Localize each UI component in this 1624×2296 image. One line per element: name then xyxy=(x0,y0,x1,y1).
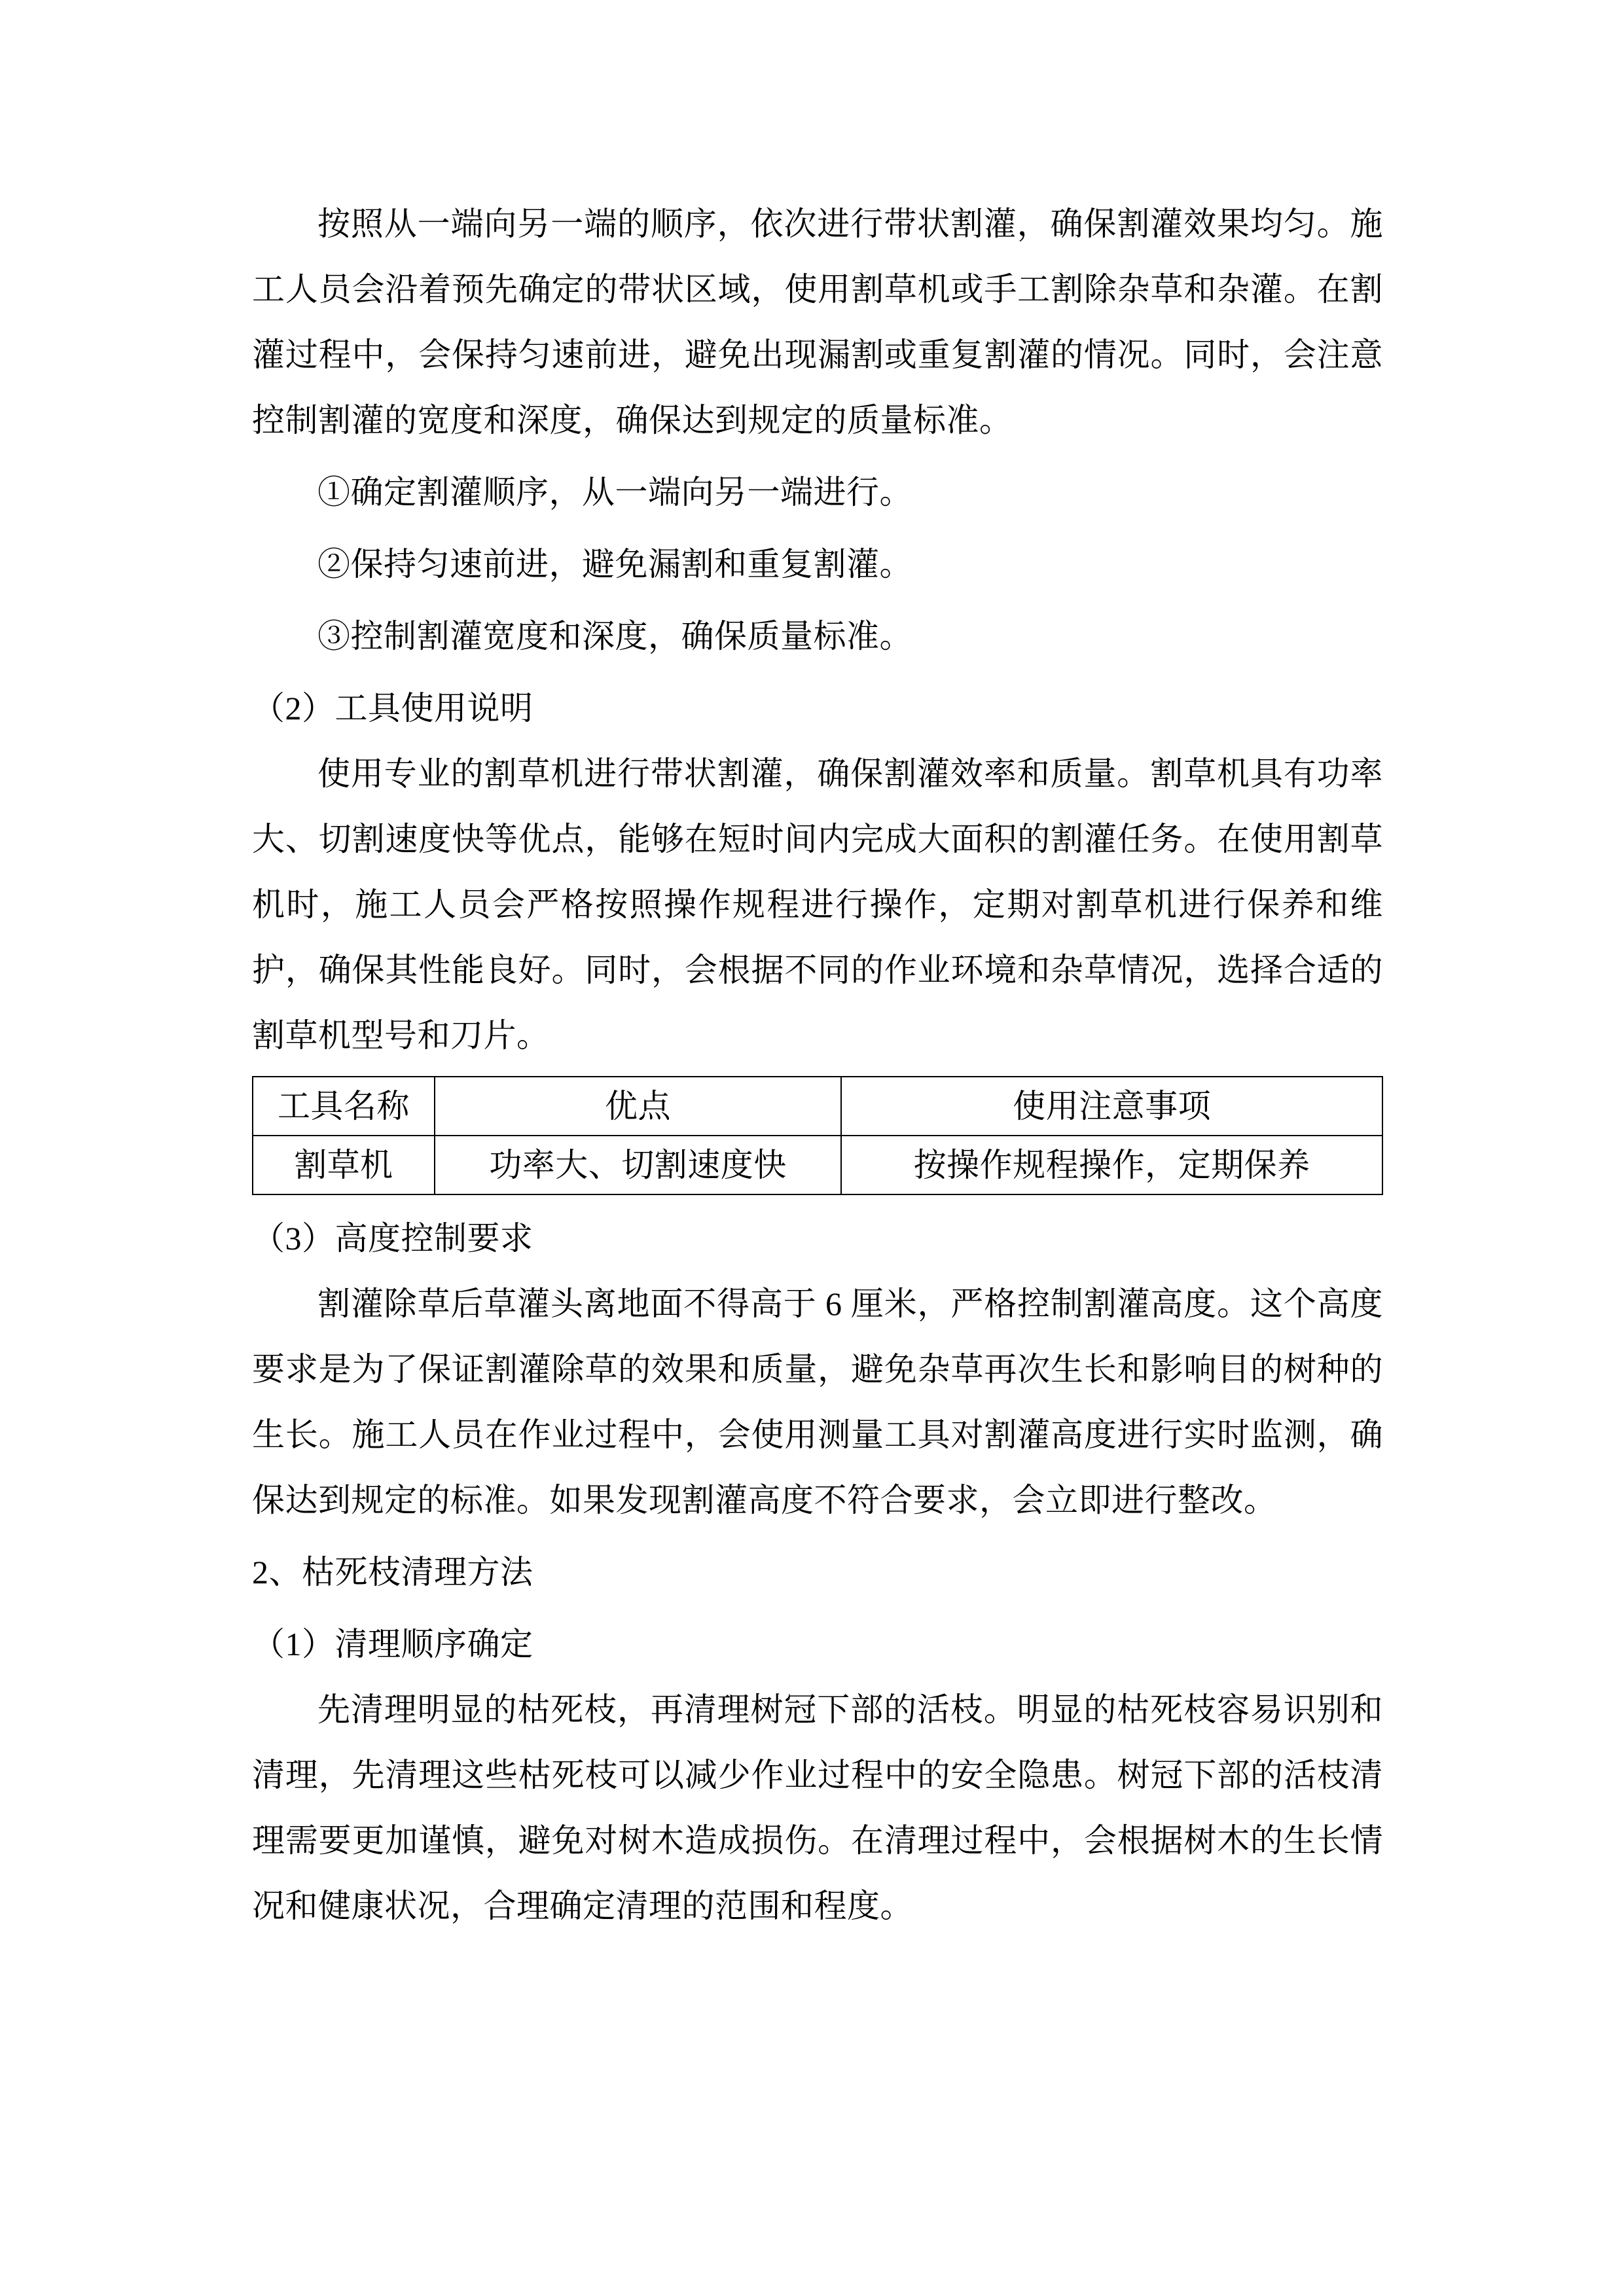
heading-deadwood-method: 2、枯死枝清理方法 xyxy=(252,1554,533,1590)
heading-height-control: （3）高度控制要求 xyxy=(252,1220,533,1257)
paragraph-strip-cutting: 按照从一端向另一端的顺序，依次进行带状割灌，确保割灌效果均匀。施工人员会沿着预先确定的带状区域，使用割草机或手工割除杂草和杂灌。在割灌过程中，会保持匀速前进，避免出现漏割或重复割灌的情况。同时，会注意控制割灌的宽度和深度，确保达到规定的质量标准。 xyxy=(252,206,1383,439)
list-item-2: ②保持匀速前进，避免漏割和重复割灌。 xyxy=(317,546,912,583)
table-cell-usage-notes: 按操作规程操作，定期保养 xyxy=(841,1136,1382,1194)
list-item-1: ①确定割灌顺序，从一端向另一端进行。 xyxy=(317,474,912,511)
table-cell-advantages: 功率大、切割速度快 xyxy=(435,1136,841,1194)
table-header-row xyxy=(253,1077,1382,1136)
tool-table xyxy=(252,1076,1383,1195)
heading-tool-usage: （2）工具使用说明 xyxy=(252,690,533,726)
table-cell-tool-name: 割草机 xyxy=(253,1136,435,1194)
heading-cleanup-order: （1）清理顺序确定 xyxy=(252,1626,533,1662)
paragraph-cleanup-order: 先清理明显的枯死枝，再清理树冠下部的活枝。明显的枯死枝容易识别和清理，先清理这些枯死枝可以减少作业过程中的安全隐患。树冠下部的活枝清理需要更加谨慎，避免对树木造成损伤。在清理过程中，会根据树木的生长情况和健康状况，合理确定清理的范围和程度。 xyxy=(252,1691,1383,1924)
paragraph-height-control: 割灌除草后草灌头离地面不得高于 6 厘米，严格控制割灌高度。这个高度要求是为了保证割灌除草的效果和质量，避免杂草再次生长和影响目的树种的生长。施工人员在作业过程中，会使用测量工具对割灌高度进行实时监测，确保达到规定的标准。如果发现割灌高度不符合要求，会立即进行整改。 xyxy=(252,1285,1383,1518)
table-header-advantages: 优点 xyxy=(435,1077,841,1136)
table-header-tool-name: 工具名称 xyxy=(253,1077,435,1136)
table-header-usage-notes: 使用注意事项 xyxy=(841,1077,1382,1136)
paragraph-mower: 使用专业的割草机进行带状割灌，确保割灌效率和质量。割草机具有功率大、切割速度快等优点，能够在短时间内完成大面积的割灌任务。在使用割草机时，施工人员会严格按照操作规程进行操作，定期对割草机进行保养和维护，确保其性能良好。同时，会根据不同的作业环境和杂草情况，选择合适的割草机型号和刀片。 xyxy=(252,755,1383,1054)
document-content xyxy=(252,191,1383,1939)
list-item-3: ③控制割灌宽度和深度，确保质量标准。 xyxy=(317,618,912,655)
table-row xyxy=(253,1136,1382,1194)
